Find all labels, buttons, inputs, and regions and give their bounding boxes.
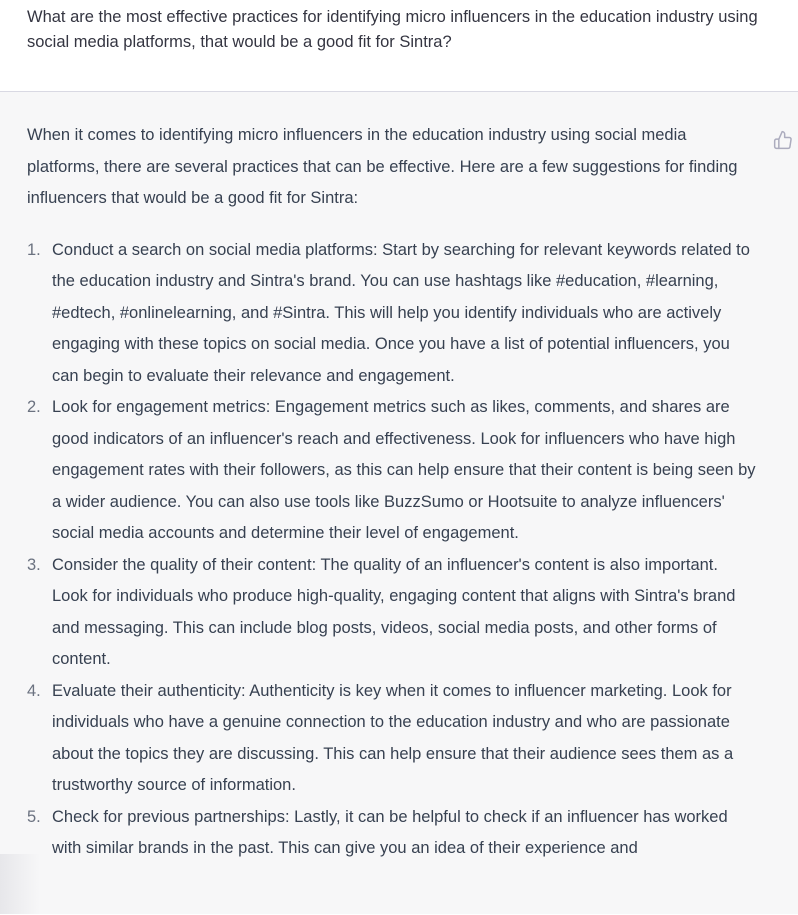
- list-item-text: Evaluate their authenticity: Authenticity is key when it comes to influencer marketing. Look for individuals who have a genuine connection to the education industry and who are passionate about the topics they are discussing. This can help ensure that their audience sees them as a trustworthy source of information.: [52, 681, 734, 794]
- assistant-message: [0, 92, 798, 914]
- list-item-text: Check for previous partnerships: Lastly, it can be helpful to check if an influencer has worked with similar brands in the past. This can give you an idea of their experience and: [52, 807, 728, 857]
- list-item: [27, 802, 758, 865]
- assistant-intro: When it comes to identifying micro influencers in the education industry using social media platforms, there are several practices that can be effective. Here are a few suggestions for finding influencers that would be a good fit for Sintra:: [27, 126, 738, 207]
- list-item: [27, 235, 758, 393]
- list-item: [27, 392, 758, 550]
- list-item-number: 2.: [27, 398, 41, 416]
- list-item-text: Conduct a search on social media platforms: Start by searching for relevant keywords related to the education industry and Sintra's brand. You can use hashtags like #education, #learning, #edtech, #onlinelearning, and #Sintra. This will help you identify individuals who are actively engaging with these topics on social media. Once you have a list of potential influencers, you can begin to evaluate their relevance and engagement.: [52, 240, 750, 385]
- thumbs-up-icon[interactable]: [773, 130, 793, 150]
- list-item: [27, 676, 758, 802]
- list-item: [27, 550, 758, 676]
- list-item-text: Look for engagement metrics: Engagement metrics such as likes, comments, and shares are good indicators of an influencer's reach and effectiveness. Look for influencers who have high engagement rates with their followers, as this can help ensure that their content is being seen by a wider audience. You can also use tools like BuzzSumo or Hootsuite to analyze influencers' social media accounts and determine their level of engagement.: [52, 398, 756, 542]
- list-item-number: 3.: [27, 555, 41, 574]
- edge-shadow: [0, 854, 40, 914]
- list-item-number: 4.: [27, 681, 41, 700]
- list-item-number: 5.: [27, 807, 41, 826]
- user-message-text: What are the most effective practices for identifying micro influencers in the education industry using social media platforms, that would be a good fit for Sintra?: [27, 8, 758, 51]
- assistant-message-content: [27, 120, 758, 865]
- list-item-text: Consider the quality of their content: The quality of an influencer's content is also important. Look for individuals who produce high-quality, engaging content that aligns with Sintra's brand and messaging. This can include blog posts, videos, social media posts, and other forms of content.: [52, 555, 736, 668]
- list-item-number: 1.: [27, 240, 41, 259]
- suggestion-list: [27, 235, 758, 865]
- user-message: [0, 0, 798, 92]
